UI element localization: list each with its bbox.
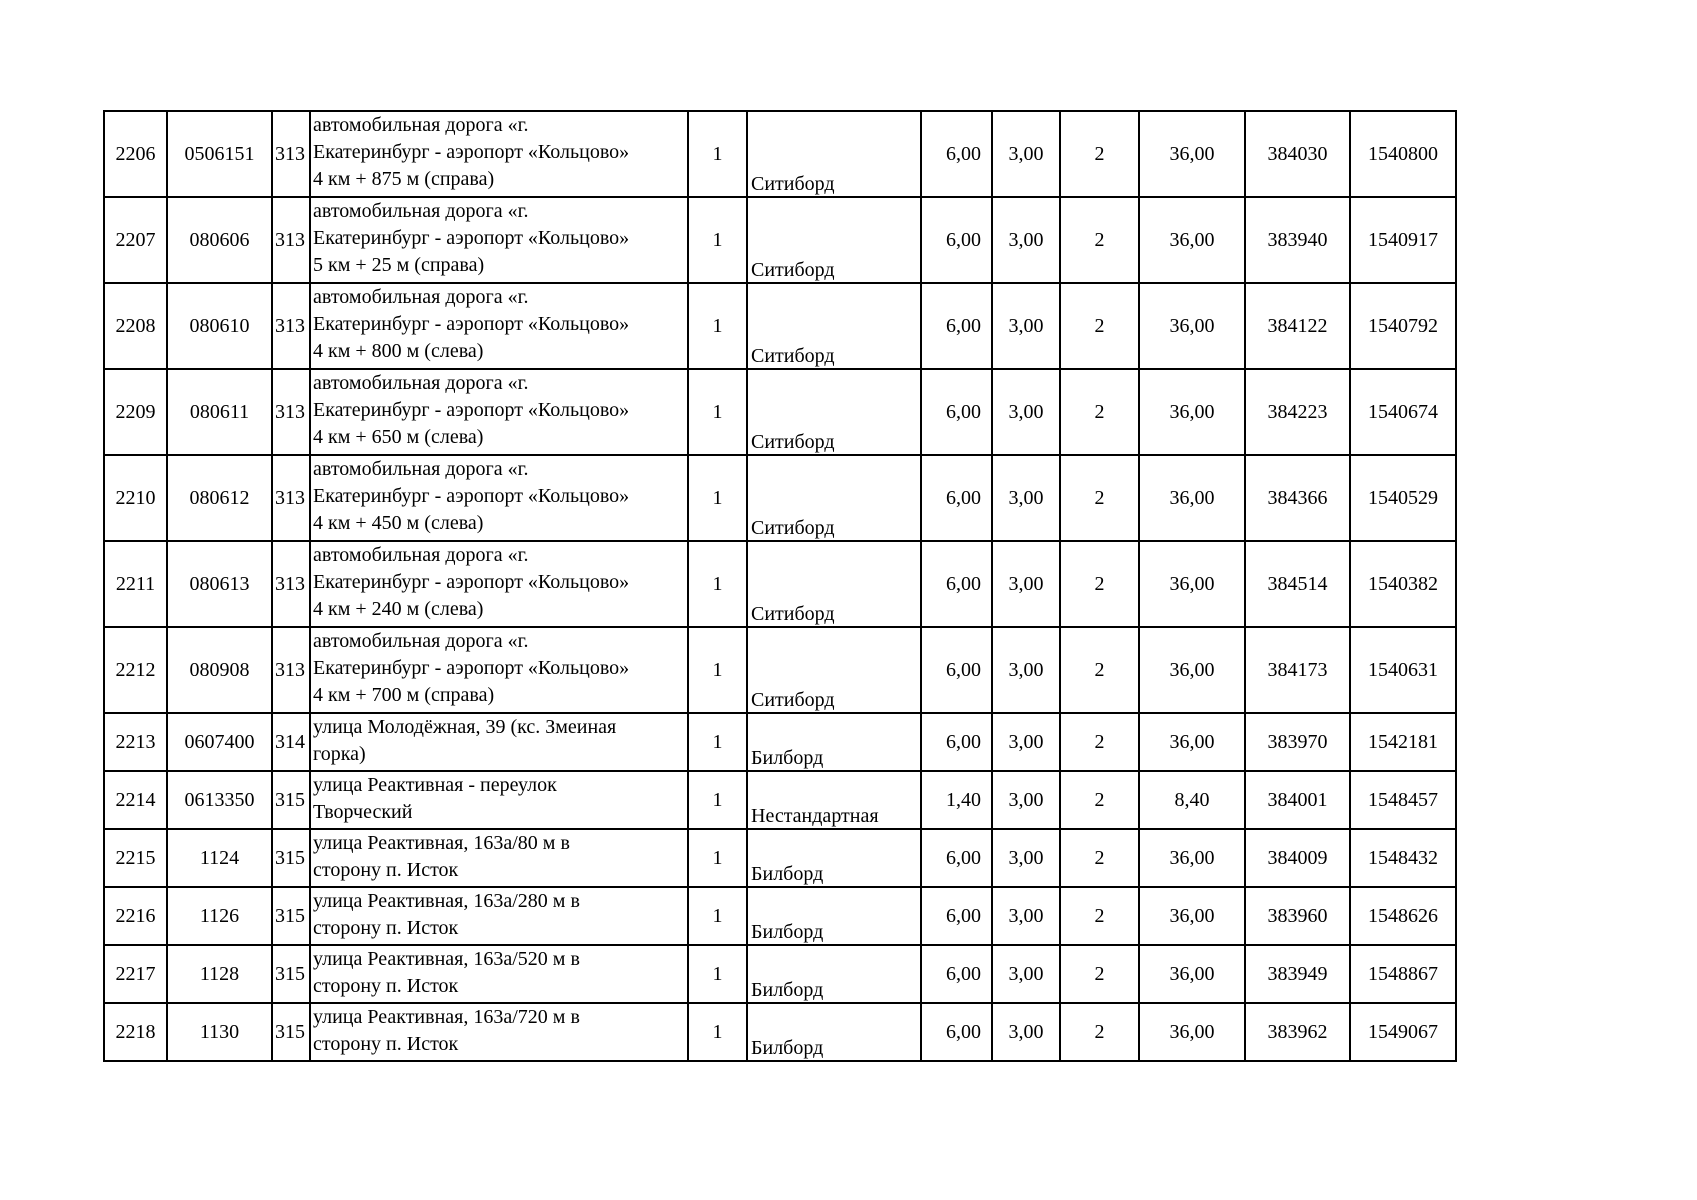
address-line: 4 км + 700 м (справа) — [313, 684, 495, 706]
height-cell: 3,00 — [992, 197, 1060, 283]
area-cell: 8,40 — [1139, 771, 1245, 829]
coord-y-cell: 1540792 — [1350, 283, 1456, 369]
district-code-cell: 315 — [272, 945, 310, 1003]
sides-cell: 2 — [1060, 541, 1139, 627]
table-row — [104, 627, 1456, 713]
structure-id-cell: 080611 — [167, 369, 272, 455]
address-cell — [310, 1003, 688, 1061]
coord-x-cell: 383970 — [1245, 713, 1350, 771]
address-cell — [310, 945, 688, 1003]
district-code-cell: 315 — [272, 771, 310, 829]
area-cell: 36,00 — [1139, 455, 1245, 541]
address-cell — [310, 713, 688, 771]
structure-id-cell: 080612 — [167, 455, 272, 541]
structure-id-cell: 080613 — [167, 541, 272, 627]
structure-type-label: Билборд — [751, 1037, 824, 1059]
address-line: сторону п. Исток — [313, 975, 459, 997]
address-line: автомобильная дорога «г. — [313, 630, 529, 652]
structure-type-label: Ситиборд — [751, 603, 835, 625]
address-cell — [310, 455, 688, 541]
structure-type-label: Нестандартная — [751, 805, 879, 827]
table-row — [104, 887, 1456, 945]
structure-type-cell — [747, 713, 921, 771]
table-row — [104, 945, 1456, 1003]
coord-x-cell: 384173 — [1245, 627, 1350, 713]
district-code-cell: 315 — [272, 1003, 310, 1061]
area-cell: 36,00 — [1139, 1003, 1245, 1061]
height-cell: 3,00 — [992, 455, 1060, 541]
district-code-cell: 313 — [272, 283, 310, 369]
address-line: улица Реактивная, 163а/80 м в — [313, 832, 570, 854]
quantity-cell: 1 — [688, 627, 747, 713]
row-number-cell: 2206 — [104, 111, 167, 197]
width-cell: 6,00 — [921, 455, 992, 541]
address-line: автомобильная дорога «г. — [313, 372, 529, 394]
structure-id-cell: 0506151 — [167, 111, 272, 197]
district-code-cell: 313 — [272, 627, 310, 713]
coord-y-cell: 1540917 — [1350, 197, 1456, 283]
address-line: сторону п. Исток — [313, 1033, 459, 1055]
address-cell — [310, 369, 688, 455]
address-cell — [310, 829, 688, 887]
coord-y-cell: 1548626 — [1350, 887, 1456, 945]
width-cell: 6,00 — [921, 829, 992, 887]
quantity-cell: 1 — [688, 887, 747, 945]
coord-y-cell: 1540382 — [1350, 541, 1456, 627]
sides-cell: 2 — [1060, 369, 1139, 455]
structure-type-cell — [747, 771, 921, 829]
row-number-cell: 2207 — [104, 197, 167, 283]
address-line: Екатеринбург - аэропорт «Кольцово» — [313, 227, 630, 249]
structure-type-label: Билборд — [751, 863, 824, 885]
address-line: автомобильная дорога «г. — [313, 544, 529, 566]
area-cell: 36,00 — [1139, 197, 1245, 283]
structure-type-cell — [747, 283, 921, 369]
address-line: Екатеринбург - аэропорт «Кольцово» — [313, 141, 630, 163]
width-cell: 6,00 — [921, 111, 992, 197]
district-code-cell: 313 — [272, 369, 310, 455]
structure-id-cell: 1124 — [167, 829, 272, 887]
structure-type-cell — [747, 197, 921, 283]
address-line: улица Молодёжная, 39 (кс. Змеиная — [313, 716, 617, 738]
width-cell: 6,00 — [921, 627, 992, 713]
width-cell: 6,00 — [921, 713, 992, 771]
coord-x-cell: 384366 — [1245, 455, 1350, 541]
height-cell: 3,00 — [992, 369, 1060, 455]
quantity-cell: 1 — [688, 771, 747, 829]
width-cell: 6,00 — [921, 887, 992, 945]
address-line: 4 км + 800 м (слева) — [313, 340, 484, 362]
structure-type-cell — [747, 369, 921, 455]
address-line: автомобильная дорога «г. — [313, 114, 529, 136]
structure-type-label: Ситиборд — [751, 517, 835, 539]
address-line: 4 км + 240 м (слева) — [313, 598, 484, 620]
address-cell — [310, 283, 688, 369]
sides-cell: 2 — [1060, 455, 1139, 541]
address-cell — [310, 771, 688, 829]
coord-x-cell: 384514 — [1245, 541, 1350, 627]
structure-type-cell — [747, 627, 921, 713]
sides-cell: 2 — [1060, 111, 1139, 197]
table-row — [104, 541, 1456, 627]
sides-cell: 2 — [1060, 887, 1139, 945]
sides-cell: 2 — [1060, 197, 1139, 283]
structure-id-cell: 080908 — [167, 627, 272, 713]
structure-id-cell: 0613350 — [167, 771, 272, 829]
address-line: улица Реактивная, 163а/720 м в — [313, 1006, 580, 1028]
structure-type-cell — [747, 887, 921, 945]
row-number-cell: 2213 — [104, 713, 167, 771]
address-line: улица Реактивная - переулок — [313, 774, 557, 796]
coord-x-cell: 384009 — [1245, 829, 1350, 887]
quantity-cell: 1 — [688, 713, 747, 771]
width-cell: 6,00 — [921, 283, 992, 369]
structure-type-label: Ситиборд — [751, 689, 835, 711]
height-cell: 3,00 — [992, 627, 1060, 713]
table-row — [104, 455, 1456, 541]
address-line: Екатеринбург - аэропорт «Кольцово» — [313, 485, 630, 507]
width-cell: 1,40 — [921, 771, 992, 829]
advertising-structures-table — [103, 110, 1457, 1062]
height-cell: 3,00 — [992, 283, 1060, 369]
area-cell: 36,00 — [1139, 945, 1245, 1003]
address-cell — [310, 887, 688, 945]
address-line: Екатеринбург - аэропорт «Кольцово» — [313, 571, 630, 593]
structure-type-cell — [747, 111, 921, 197]
quantity-cell: 1 — [688, 197, 747, 283]
structure-id-cell: 080610 — [167, 283, 272, 369]
coord-x-cell: 384223 — [1245, 369, 1350, 455]
area-cell: 36,00 — [1139, 369, 1245, 455]
quantity-cell: 1 — [688, 541, 747, 627]
row-number-cell: 2215 — [104, 829, 167, 887]
sides-cell: 2 — [1060, 713, 1139, 771]
area-cell: 36,00 — [1139, 111, 1245, 197]
height-cell: 3,00 — [992, 771, 1060, 829]
district-code-cell: 314 — [272, 713, 310, 771]
area-cell: 36,00 — [1139, 627, 1245, 713]
quantity-cell: 1 — [688, 1003, 747, 1061]
table-row — [104, 369, 1456, 455]
quantity-cell: 1 — [688, 829, 747, 887]
structure-type-label: Ситиборд — [751, 259, 835, 281]
address-line: Екатеринбург - аэропорт «Кольцово» — [313, 657, 630, 679]
height-cell: 3,00 — [992, 887, 1060, 945]
coord-x-cell: 383962 — [1245, 1003, 1350, 1061]
coord-y-cell: 1548457 — [1350, 771, 1456, 829]
sides-cell: 2 — [1060, 1003, 1139, 1061]
row-number-cell: 2211 — [104, 541, 167, 627]
coord-y-cell: 1549067 — [1350, 1003, 1456, 1061]
width-cell: 6,00 — [921, 197, 992, 283]
address-line: улица Реактивная, 163а/280 м в — [313, 890, 580, 912]
address-line: автомобильная дорога «г. — [313, 458, 529, 480]
coord-y-cell: 1548867 — [1350, 945, 1456, 1003]
height-cell: 3,00 — [992, 713, 1060, 771]
structure-type-cell — [747, 1003, 921, 1061]
district-code-cell: 313 — [272, 541, 310, 627]
structure-type-cell — [747, 945, 921, 1003]
coord-x-cell: 384001 — [1245, 771, 1350, 829]
sides-cell: 2 — [1060, 627, 1139, 713]
district-code-cell: 315 — [272, 829, 310, 887]
structure-type-label: Ситиборд — [751, 173, 835, 195]
table-row — [104, 713, 1456, 771]
row-number-cell: 2209 — [104, 369, 167, 455]
structure-id-cell: 080606 — [167, 197, 272, 283]
sides-cell: 2 — [1060, 945, 1139, 1003]
row-number-cell: 2218 — [104, 1003, 167, 1061]
area-cell: 36,00 — [1139, 829, 1245, 887]
coord-y-cell: 1540529 — [1350, 455, 1456, 541]
coord-x-cell: 384122 — [1245, 283, 1350, 369]
quantity-cell: 1 — [688, 111, 747, 197]
width-cell: 6,00 — [921, 945, 992, 1003]
address-cell — [310, 627, 688, 713]
sides-cell: 2 — [1060, 829, 1139, 887]
structure-id-cell: 1126 — [167, 887, 272, 945]
coord-y-cell: 1540674 — [1350, 369, 1456, 455]
address-line: Екатеринбург - аэропорт «Кольцово» — [313, 313, 630, 335]
row-number-cell: 2208 — [104, 283, 167, 369]
width-cell: 6,00 — [921, 1003, 992, 1061]
area-cell: 36,00 — [1139, 713, 1245, 771]
district-code-cell: 313 — [272, 455, 310, 541]
row-number-cell: 2210 — [104, 455, 167, 541]
table-row — [104, 283, 1456, 369]
sides-cell: 2 — [1060, 283, 1139, 369]
district-code-cell: 315 — [272, 887, 310, 945]
coord-x-cell: 383949 — [1245, 945, 1350, 1003]
address-line: автомобильная дорога «г. — [313, 200, 529, 222]
address-line: Творческий — [313, 801, 413, 823]
address-line: сторону п. Исток — [313, 917, 459, 939]
quantity-cell: 1 — [688, 283, 747, 369]
width-cell: 6,00 — [921, 369, 992, 455]
structure-type-label: Билборд — [751, 921, 824, 943]
structure-type-label: Ситиборд — [751, 431, 835, 453]
table-row — [104, 111, 1456, 197]
width-cell: 6,00 — [921, 541, 992, 627]
table-row — [104, 771, 1456, 829]
height-cell: 3,00 — [992, 111, 1060, 197]
structure-id-cell: 1130 — [167, 1003, 272, 1061]
address-line: 4 км + 450 м (слева) — [313, 512, 484, 534]
address-line: улица Реактивная, 163а/520 м в — [313, 948, 580, 970]
address-line: 4 км + 875 м (справа) — [313, 168, 495, 190]
table-row — [104, 829, 1456, 887]
quantity-cell: 1 — [688, 369, 747, 455]
address-line: автомобильная дорога «г. — [313, 286, 529, 308]
structure-type-label: Билборд — [751, 747, 824, 769]
row-number-cell: 2214 — [104, 771, 167, 829]
area-cell: 36,00 — [1139, 887, 1245, 945]
table-body — [104, 111, 1456, 1061]
coord-y-cell: 1540631 — [1350, 627, 1456, 713]
coord-y-cell: 1540800 — [1350, 111, 1456, 197]
address-line: горка) — [313, 743, 366, 765]
address-cell — [310, 197, 688, 283]
coord-y-cell: 1542181 — [1350, 713, 1456, 771]
structure-id-cell: 0607400 — [167, 713, 272, 771]
height-cell: 3,00 — [992, 945, 1060, 1003]
row-number-cell: 2217 — [104, 945, 167, 1003]
quantity-cell: 1 — [688, 455, 747, 541]
coord-y-cell: 1548432 — [1350, 829, 1456, 887]
coord-x-cell: 383940 — [1245, 197, 1350, 283]
structure-type-cell — [747, 541, 921, 627]
address-cell — [310, 541, 688, 627]
structure-type-label: Ситиборд — [751, 345, 835, 367]
sides-cell: 2 — [1060, 771, 1139, 829]
height-cell: 3,00 — [992, 541, 1060, 627]
structure-id-cell: 1128 — [167, 945, 272, 1003]
height-cell: 3,00 — [992, 1003, 1060, 1061]
address-cell — [310, 111, 688, 197]
district-code-cell: 313 — [272, 197, 310, 283]
area-cell: 36,00 — [1139, 541, 1245, 627]
quantity-cell: 1 — [688, 945, 747, 1003]
area-cell: 36,00 — [1139, 283, 1245, 369]
height-cell: 3,00 — [992, 829, 1060, 887]
address-line: 5 км + 25 м (справа) — [313, 254, 485, 276]
table-row — [104, 197, 1456, 283]
structure-type-cell — [747, 829, 921, 887]
table-row — [104, 1003, 1456, 1061]
structure-type-label: Билборд — [751, 979, 824, 1001]
coord-x-cell: 383960 — [1245, 887, 1350, 945]
address-line: 4 км + 650 м (слева) — [313, 426, 484, 448]
address-line: сторону п. Исток — [313, 859, 459, 881]
district-code-cell: 313 — [272, 111, 310, 197]
row-number-cell: 2212 — [104, 627, 167, 713]
coord-x-cell: 384030 — [1245, 111, 1350, 197]
address-line: Екатеринбург - аэропорт «Кольцово» — [313, 399, 630, 421]
row-number-cell: 2216 — [104, 887, 167, 945]
structure-type-cell — [747, 455, 921, 541]
